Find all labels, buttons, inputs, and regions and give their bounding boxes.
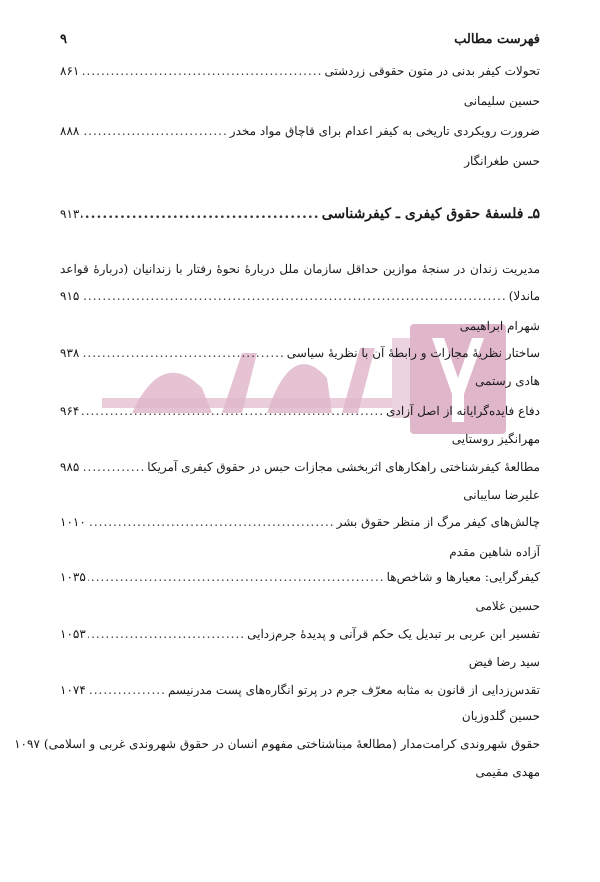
- toc-entry-page: ۱۰۳۵: [60, 570, 86, 584]
- toc-entry-title: تقدس‌زدایی از قانون به مثابه معرّف جرم در پرتو انگاره‌های پست مدرنیسم: [167, 683, 540, 697]
- leader-dots: [88, 515, 335, 529]
- toc-entry-title: تحولات کیفر بدنی در متون حقوقی زردشتی: [324, 64, 540, 78]
- header-title: فهرست مطالب: [454, 31, 540, 47]
- leader-dots: [81, 206, 319, 222]
- toc-entry-author: مهرانگیز روستایی: [451, 432, 540, 446]
- leader-dots: [81, 346, 284, 360]
- toc-entry-author: حسین گلدوزیان: [461, 709, 540, 723]
- toc-entry-author: حسین سلیمانی: [463, 94, 540, 108]
- toc-entry-title: حقوق شهروندی کرامت‌مدار (مطالعهٔ مبناشناختی مفهوم انسان در حقوق شهروندی غربی و اسلامی): [43, 737, 540, 751]
- toc-entry-page: ۱۰۵۳: [60, 627, 86, 641]
- toc-entry-author: علیرضا سایبانی: [463, 488, 540, 502]
- toc-entry-author: حسین غلامی: [475, 599, 540, 613]
- page-header: [60, 28, 540, 50]
- toc-entry[interactable]: [60, 289, 540, 303]
- toc-entry-title: ضرورت رویکردی تاریخی به کیفر اعدام برای قاچاق مواد مخدر: [229, 124, 540, 138]
- section-heading[interactable]: [60, 206, 540, 222]
- toc-entry-author: آزاده شاهین مقدم: [449, 545, 540, 559]
- toc-entry-title: تفسیر ابن عربی بر تبدیل یک حکم قرآنی و پدیدهٔ جرم‌زدایی: [247, 627, 540, 641]
- toc-entry-page: ۱۰۱۰: [60, 515, 86, 529]
- toc-entry-title-line2: ماندلا): [508, 289, 540, 303]
- toc-entry[interactable]: [60, 346, 540, 360]
- toc-entry-page: ۹۶۴: [60, 404, 80, 418]
- toc-entry-title: مطالعهٔ کیفرشناختی راهکارهای اثربخشی مجازات حبس در حقوق کیفری آمریکا: [147, 460, 540, 474]
- toc-entry-author: مهدی مقیمی: [475, 765, 540, 779]
- toc-entry-title: ساختار نظریهٔ مجازات و رابطهٔ آن با نظریهٔ سیاسی: [286, 346, 540, 360]
- toc-entry[interactable]: [60, 683, 540, 697]
- toc-entry-author: شهرام ابراهیمی: [459, 319, 540, 333]
- leader-dots: [88, 570, 385, 584]
- leader-dots: [81, 404, 384, 418]
- section-heading-page: ۹۱۳: [60, 207, 80, 221]
- header-page-number: ۹: [60, 31, 67, 47]
- toc-entry-title: کیفرگرایی: معیارها و شاخص‌ها: [386, 570, 540, 584]
- toc-entry[interactable]: [60, 460, 540, 474]
- toc-entry[interactable]: [14, 737, 540, 751]
- leader-dots: [81, 289, 506, 303]
- toc-entry-author: هادی رستمی: [475, 374, 540, 388]
- toc-entry-page: ۹۳۸: [60, 346, 80, 360]
- section-heading-title: ۵ـ فلسفهٔ حقوق کیفری ـ کیفرشناسی: [321, 206, 540, 222]
- toc-entry[interactable]: [60, 64, 540, 78]
- toc-entry[interactable]: [60, 515, 540, 529]
- toc-entry-page: ۹۱۵: [60, 289, 80, 303]
- toc-entry-page: ۸۶۱: [60, 64, 80, 78]
- toc-entry[interactable]: [60, 627, 540, 641]
- toc-entry-page: ۱۰۷۴: [60, 683, 86, 697]
- toc-entry-title: چالش‌های کیفر مرگ از منظر حقوق بشر: [336, 515, 540, 529]
- toc-entry-page: ۸۸۸: [60, 124, 80, 138]
- toc-entry-title: دفاع فایده‌گرایانه از اصل آزادی: [386, 404, 540, 418]
- toc-entry-page: ۹۸۵: [60, 460, 80, 474]
- leader-dots: [81, 124, 227, 138]
- toc-entry-title-line1[interactable]: مدیریت زندان در سنجهٔ موازین حداقل سازمان ملل دربارهٔ نحوهٔ رفتار با زندانیان (دربارهٔ قواعد: [60, 262, 540, 276]
- toc-entry-page: ۱۰۹۷: [14, 737, 40, 751]
- toc-entry-author: حسن طغرانگار: [464, 154, 540, 168]
- leader-dots: [88, 683, 166, 697]
- toc-entry[interactable]: [60, 570, 540, 584]
- toc-entry-author: سید رضا فیض: [468, 655, 540, 669]
- leader-dots: [88, 627, 245, 641]
- leader-dots: [81, 460, 145, 474]
- leader-dots: [81, 64, 322, 78]
- toc-entry[interactable]: [60, 404, 540, 418]
- toc-entry[interactable]: [60, 124, 540, 138]
